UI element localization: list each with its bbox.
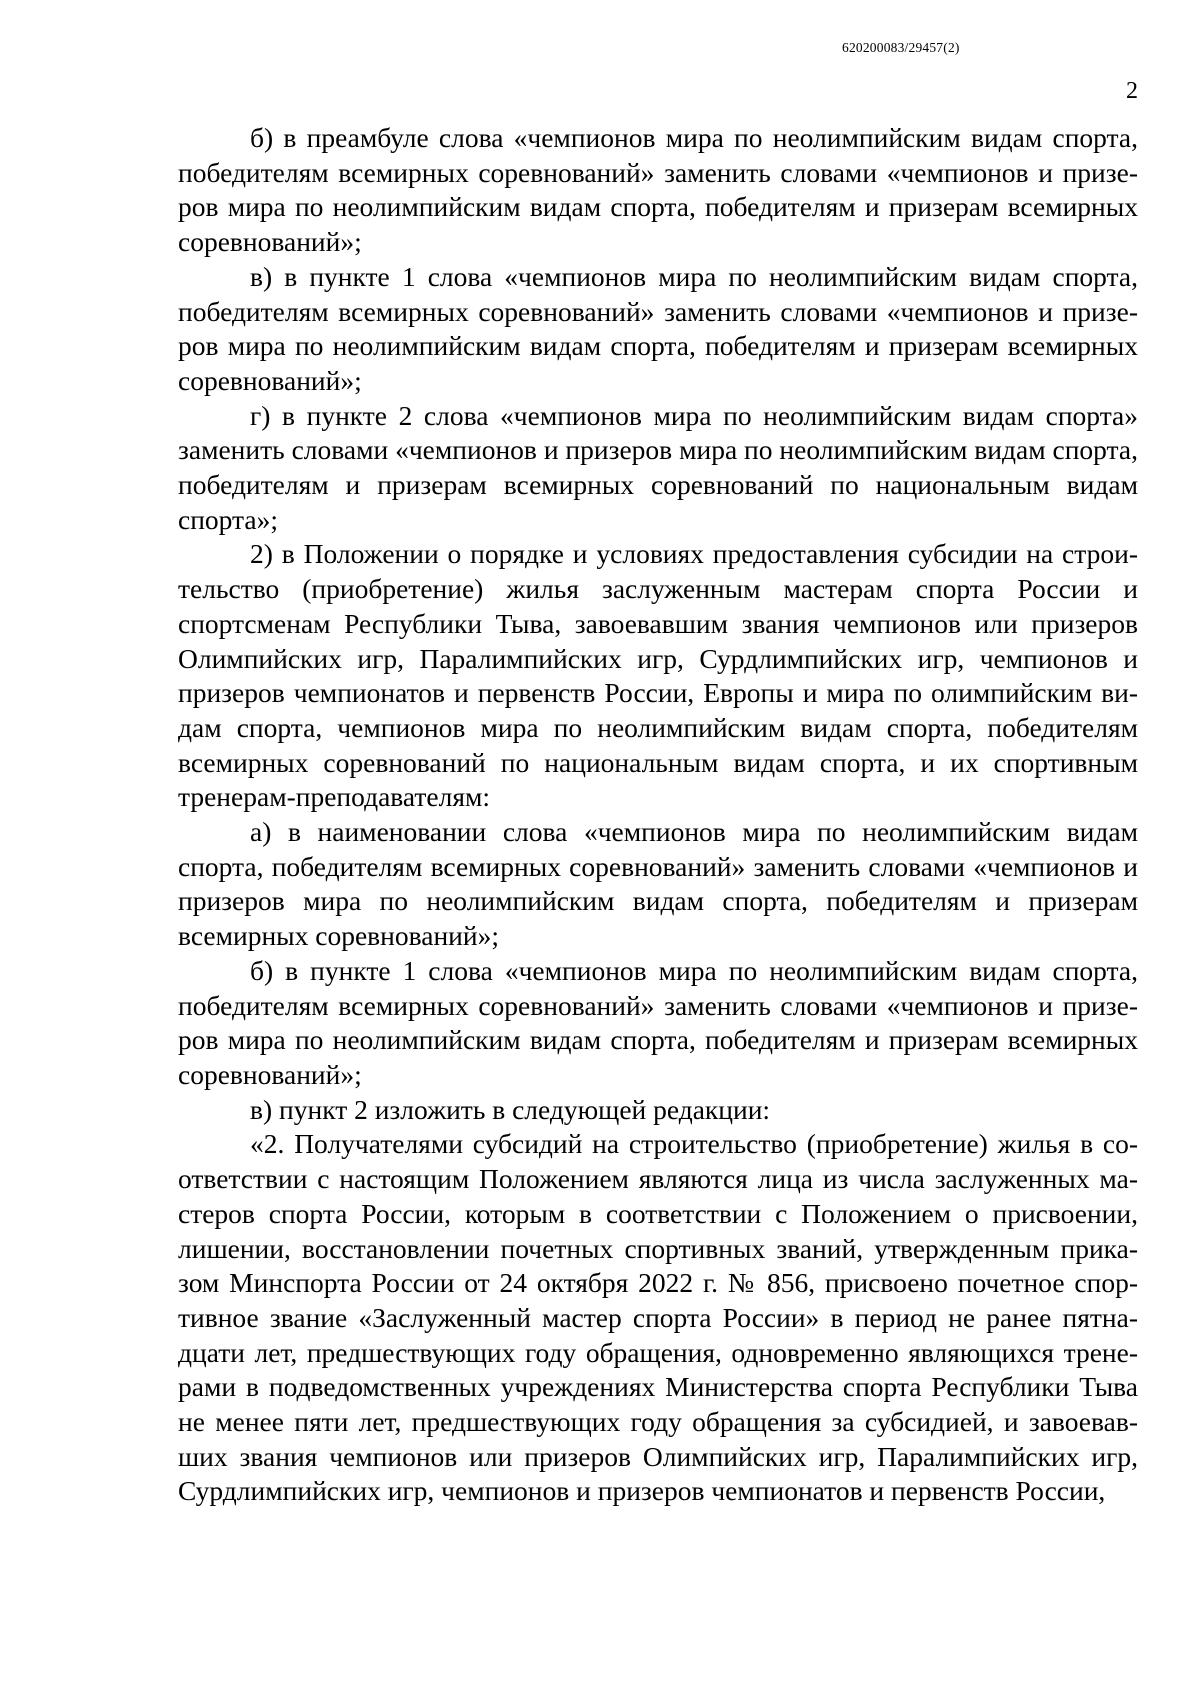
paragraph-point-1-amendment: в) в пункте 1 слова «чемпионов мира по неолимпийским видам спорта, победителям всемирных соревнований» заменить словами «чемпионов и призеров мира по неолимпийским видам спорта, победителям и призерам всемирных соревнований»; xyxy=(178,260,1138,396)
paragraph-point-2-amendment: г) в пункте 2 слова «чемпионов мира по неолимпийским видам спорта» заменить словами «чемпионов и призеров мира по неолимпийским видам спорта, победителям и призерам всемирных соревнований по национальным видам спорта»; xyxy=(178,399,1138,535)
page-number: 2 xyxy=(1126,78,1138,104)
paragraph-new-point-2-text: «2. Получателями субсидий на строительство (приобретение) жилья в соответствии с настоящим Положением являются лица из числа заслуженных мастеров спорта России, которым в соответствии с Положением о присвоении, лишении, восстановлении почетных спортивных званий, утвержденным приказом Минспорта России от 24 октября 2022 г. № 856, присвоено почетное спортивное звание «Заслуженный мастер спорта России» в период не ранее пятнадцати лет, предшествующих году обращения, одновременно являющихся тренерами в подведомственных учреждениях Министерства спорта Республики Тыва не менее пяти лет, предшествующих году обращения за субсидией, и завоевавших звания чемпионов или призеров Олимпийских игр, Паралимпийских игр, Сурдлимпийских игр, чемпионов и призеров чемпионатов и первенств России, xyxy=(178,1128,1138,1507)
document-id: 620200083/29457(2) xyxy=(842,40,960,55)
document-body xyxy=(178,121,1138,1509)
paragraph-regulation-point-2-intro: в) пункт 2 изложить в следующей редакции: xyxy=(250,1093,771,1125)
paragraph-regulation-point-1: б) в пункте 1 слова «чемпионов мира по неолимпийским видам спорта, победителям всемирных соревнований» заменить словами «чемпионов и призеров мира по неолимпийским видам спорта, победителям и призерам всемирных соревнований»; xyxy=(178,954,1138,1090)
paragraph-title-amendment: а) в наименовании слова «чемпионов мира по неолимпийским видам спорта, победителям всемирных соревнований» заменить словами «чемпионов и призеров мира по неолимпийским видам спорта, победителям и призерам всемирных соревнований»; xyxy=(178,816,1138,952)
paragraph-preamble-amendment: б) в преамбуле слова «чемпионов мира по неолимпийским видам спорта, победителям всемирных соревнований» заменить словами «чемпионов и призеров мира по неолимпийским видам спорта, победителям и призерам всемирных соревнований»; xyxy=(178,122,1138,258)
paragraph-regulation-intro: 2) в Положении о порядке и условиях предоставления субсидии на строительство (приобретение) жилья заслуженным мастерам спорта России и спортсменам Республики Тыва, завоевавшим звания чемпионов или призеров Олимпийских игр, Паралимпийских игр, Сурдлимпийских игр, чемпионов и призеров чемпионатов и первенств России, Европы и мира по олимпийским видам спорта, чемпионов мира по неолимпийским видам спорта, победителям всемирных соревнований по национальным видам спорта, и их спортивным тренерам-преподавателям: xyxy=(178,538,1138,813)
